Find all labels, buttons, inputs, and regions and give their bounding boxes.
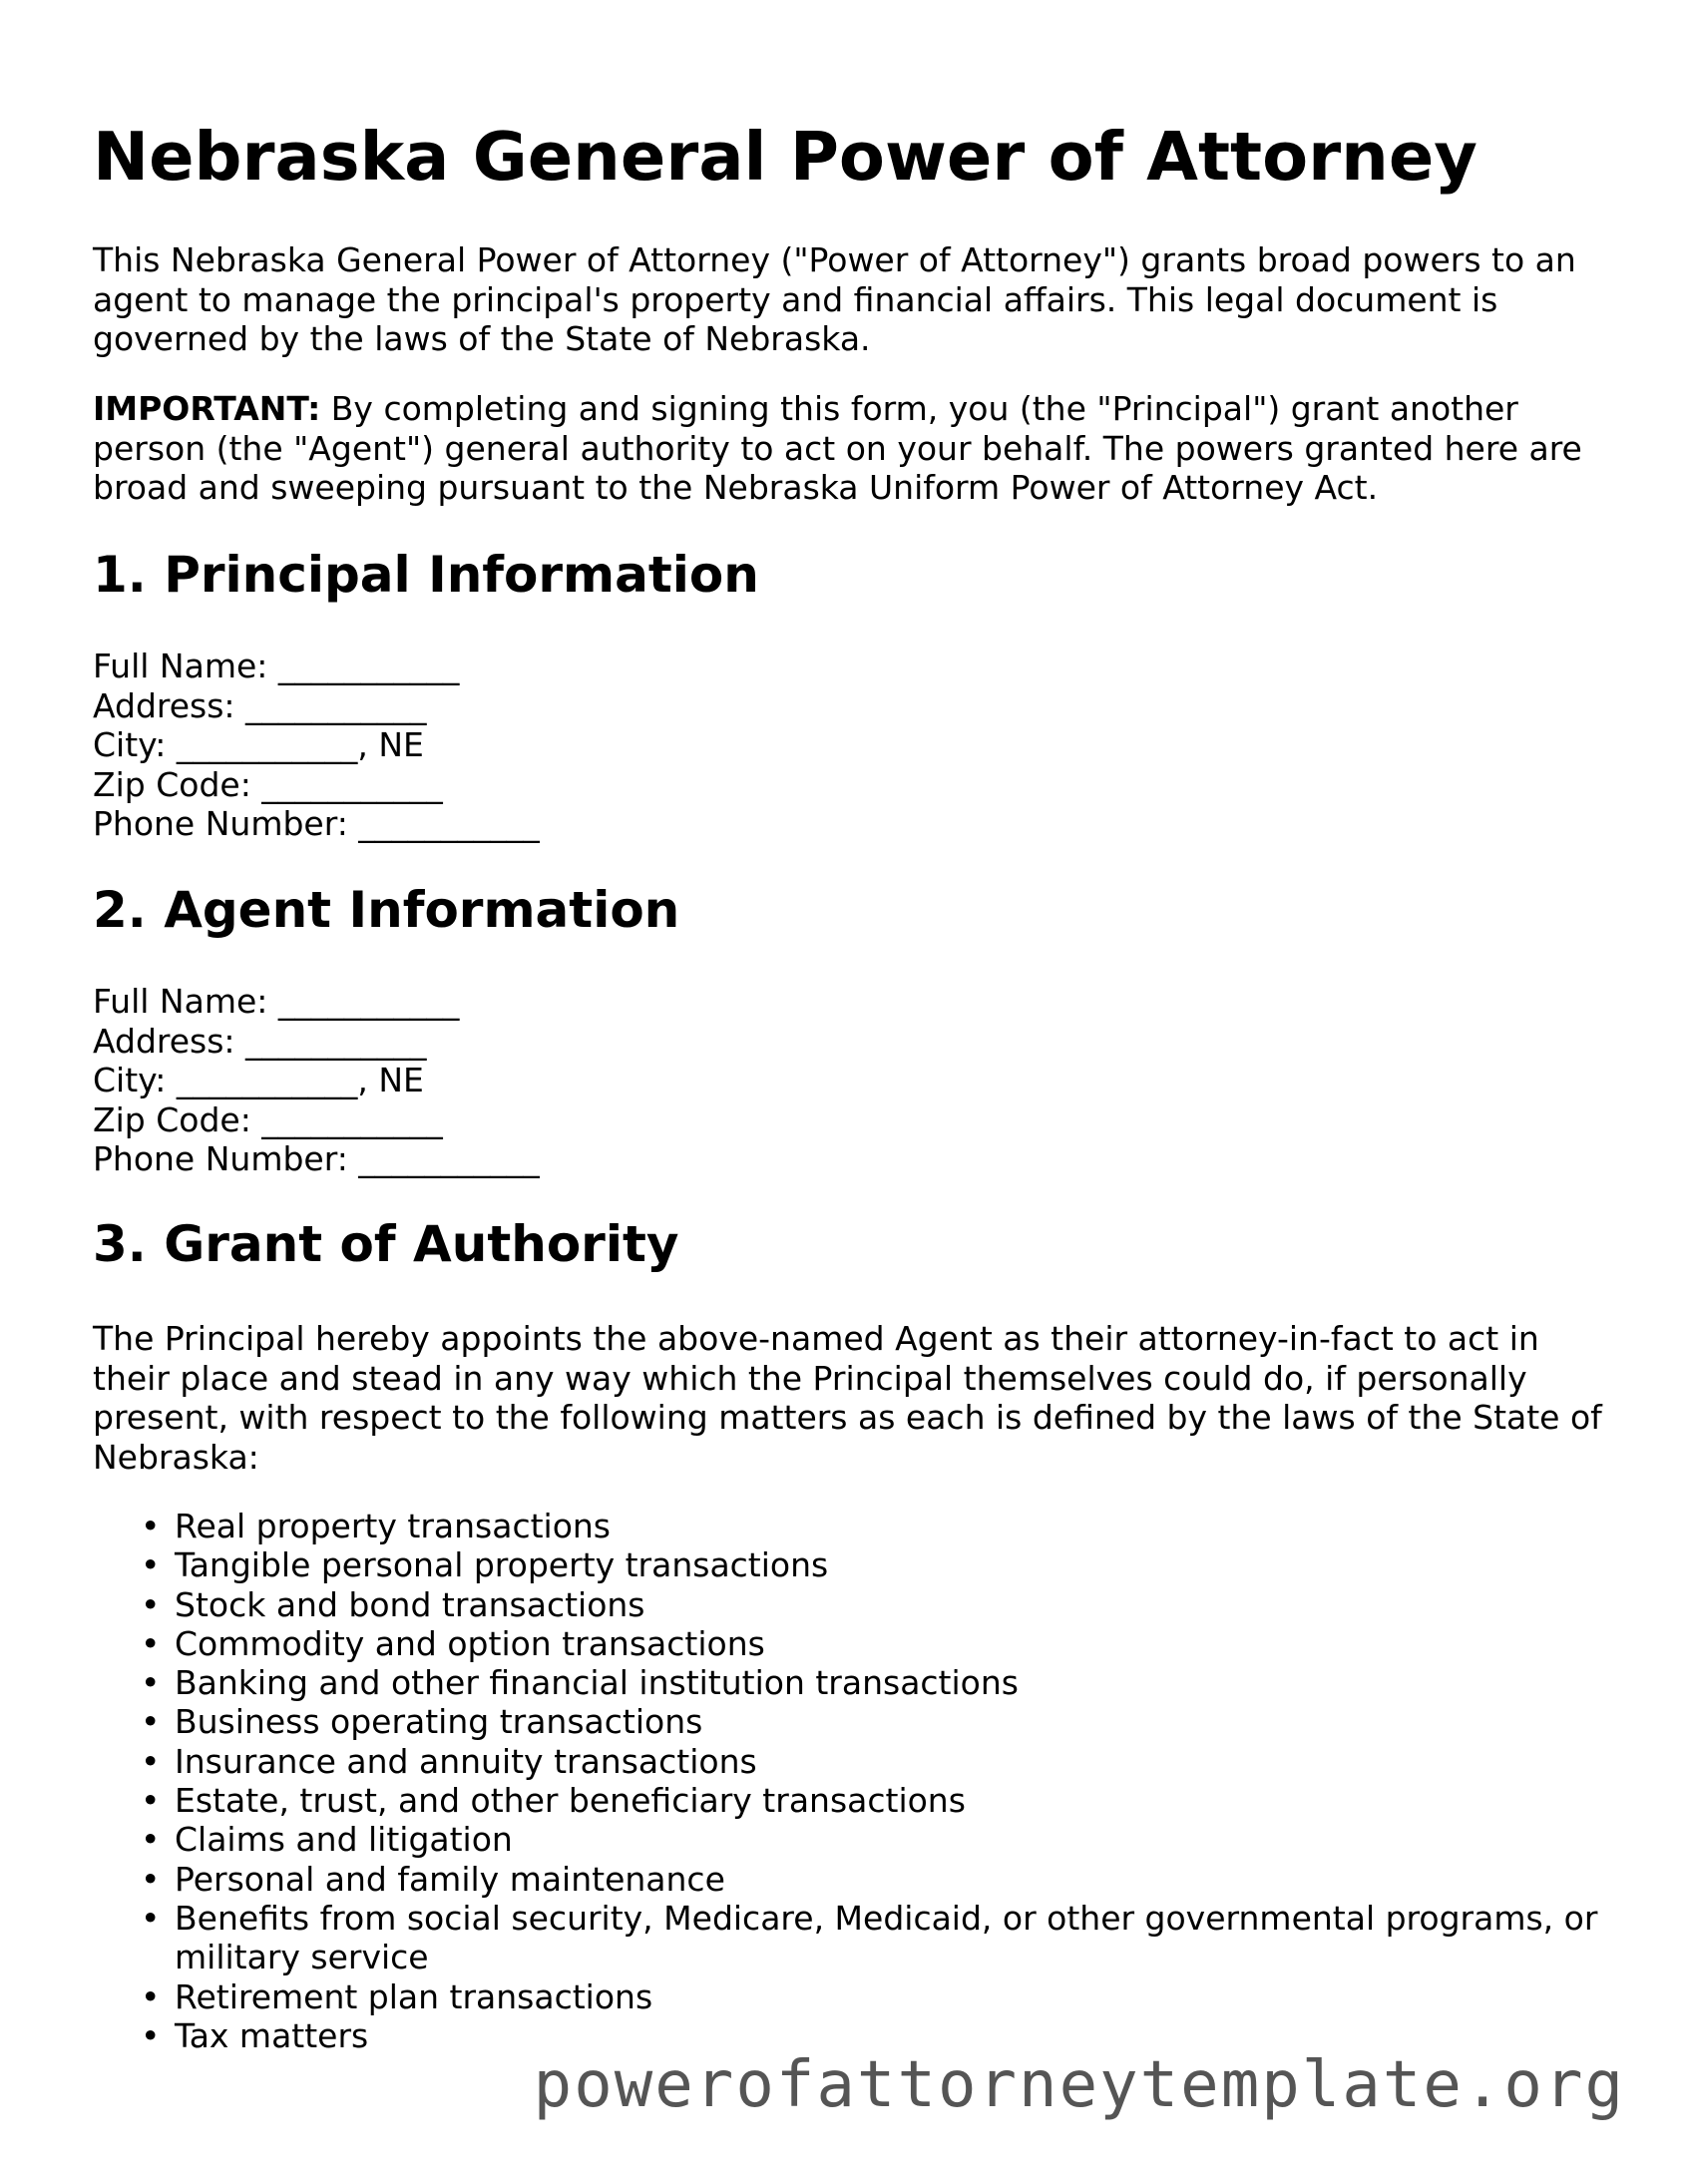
principal-address-field[interactable]: Address: ___________ xyxy=(93,685,427,725)
principal-full-name-field[interactable]: Full Name: ___________ xyxy=(93,647,460,685)
bullet-icon: • xyxy=(141,1545,161,1585)
bullet-icon: • xyxy=(141,1820,161,1860)
principal-city-field[interactable]: City: ___________, NE xyxy=(93,725,424,764)
list-item: • Insurance and annuity transactions xyxy=(141,1741,757,1781)
list-item: • Banking and other financial institution transactions xyxy=(141,1663,1019,1703)
grant-heading: 3. Grant of Authority xyxy=(93,1215,679,1273)
agent-fields xyxy=(93,982,540,1179)
agent-heading: 2. Agent Information xyxy=(93,881,680,939)
bullet-icon: • xyxy=(141,1623,161,1663)
list-item: • Claims and litigation xyxy=(141,1820,513,1860)
list-item: • Real property transactions xyxy=(141,1507,611,1545)
bullet-icon: • xyxy=(141,1663,161,1703)
bullet-icon: • xyxy=(141,1741,161,1781)
agent-zip-field[interactable]: Zip Code: ___________ xyxy=(93,1099,443,1139)
principal-zip-field[interactable]: Zip Code: ___________ xyxy=(93,764,443,804)
agent-phone-field[interactable]: Phone Number: ___________ xyxy=(93,1139,540,1178)
grant-paragraph: The Principal hereby appoints the above-named Agent as their attorney-in-fact to act in their place and stead in any way which the Principal themselves could do, if personally present, with respect to the following matters as each is defined by the laws of the State of Nebraska: xyxy=(93,1319,1602,1477)
important-label: IMPORTANT: xyxy=(93,389,321,428)
agent-address-field[interactable]: Address: ___________ xyxy=(93,1021,427,1061)
agent-city-field[interactable]: City: ___________, NE xyxy=(93,1061,424,1099)
bullet-icon: • xyxy=(141,1507,161,1545)
principal-fields xyxy=(93,647,540,844)
principal-heading: 1. Principal Information xyxy=(93,546,759,604)
bullet-icon: • xyxy=(141,1584,161,1624)
list-item: • Personal and family maintenance xyxy=(141,1859,725,1899)
list-item: • Tangible personal property transactions xyxy=(141,1545,829,1585)
bullet-icon: • xyxy=(141,1859,161,1899)
list-item: • Retirement plan transactions xyxy=(141,1976,653,2016)
list-item: • Stock and bond transactions xyxy=(141,1584,645,1624)
bullet-icon: • xyxy=(141,1702,161,1742)
bullet-icon: • xyxy=(141,1898,161,1938)
agent-full-name-field[interactable]: Full Name: ___________ xyxy=(93,982,460,1021)
principal-phone-field[interactable]: Phone Number: ___________ xyxy=(93,804,540,843)
list-item: • Business operating transactions xyxy=(141,1702,703,1742)
intro-paragraph: This Nebraska General Power of Attorney ("Power of Attorney") grants broad powers to an agent to manage the principal's property and financial affairs. This legal document is governed by the laws of the State of Nebraska. xyxy=(93,240,1576,358)
bullet-icon: • xyxy=(141,1781,161,1821)
site-watermark: powerofattorneytemplate.org xyxy=(533,2048,1625,2122)
list-item: • Estate, trust, and other beneficiary transactions xyxy=(141,1781,966,1821)
list-item: • Commodity and option transactions xyxy=(141,1623,765,1663)
document-title: Nebraska General Power of Attorney xyxy=(93,118,1477,196)
bullet-icon: • xyxy=(141,1976,161,2016)
important-paragraph xyxy=(93,389,1609,508)
list-item: • Tax matters xyxy=(141,2015,369,2055)
bullet-icon: • xyxy=(141,2015,161,2055)
powers-list xyxy=(93,1507,1609,2055)
list-item: • Benefits from social security, Medicare, Medicaid, or other governmental programs, or military service xyxy=(141,1898,1598,1977)
important-text: By completing and signing this form, you (the "Principal") grant another person (the "Agent") general authority to act on your behalf. The powers granted here are broad and sweeping pursuant to the Nebraska Uniform Power of Attorney Act. xyxy=(93,389,1582,507)
